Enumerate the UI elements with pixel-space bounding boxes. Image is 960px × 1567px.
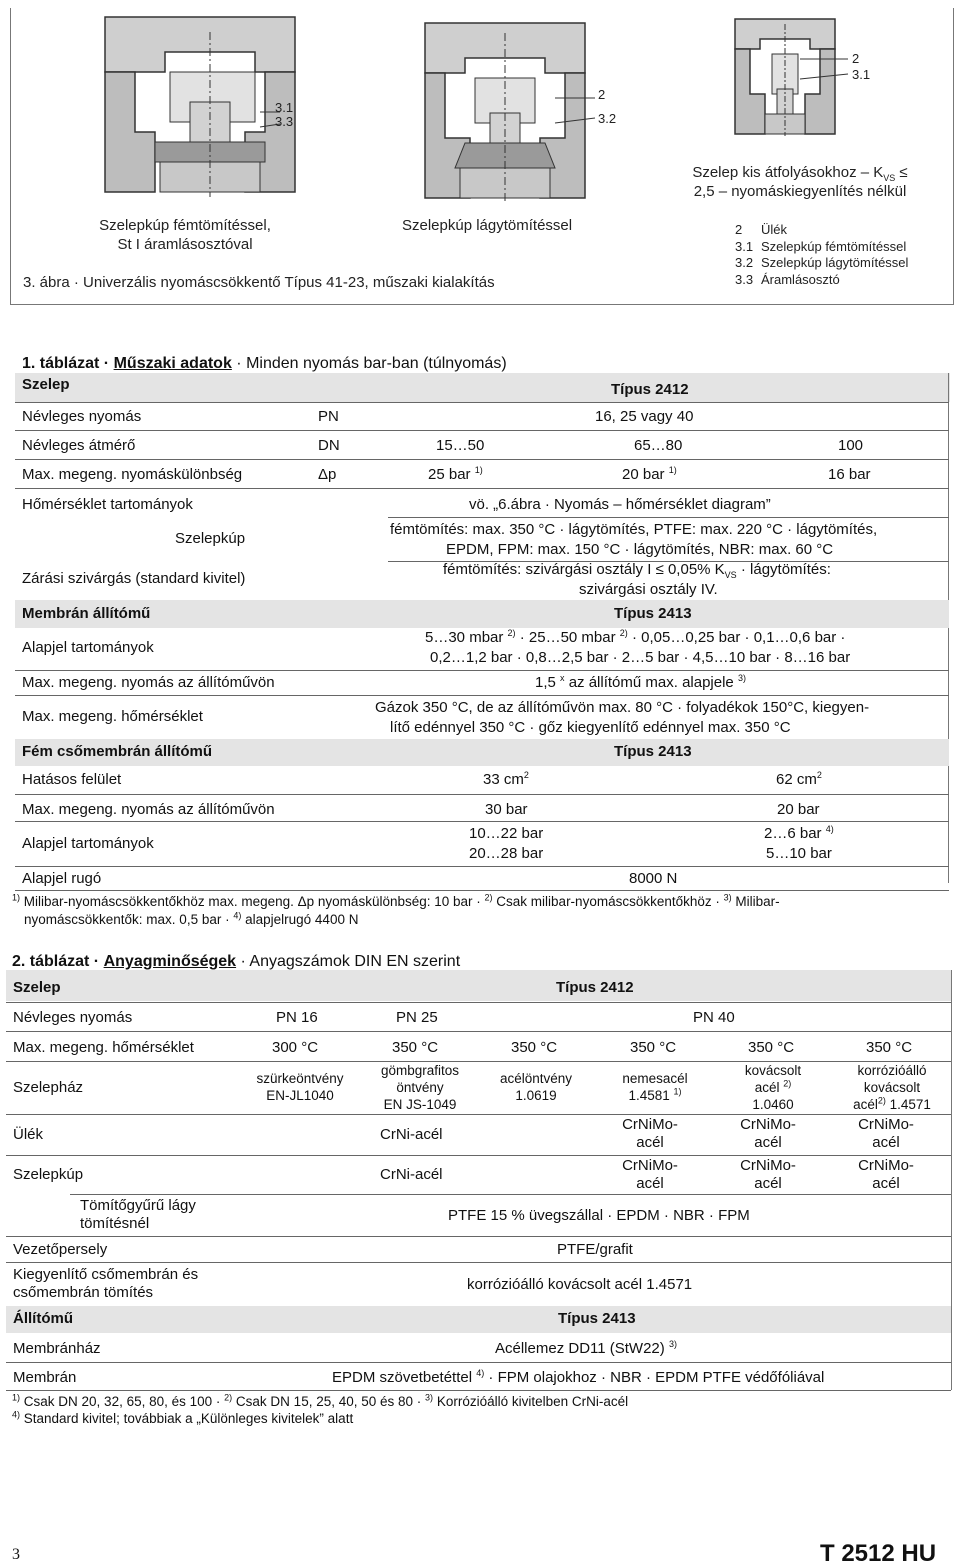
t2-szelep: Szelep [13, 979, 61, 996]
t2-label-nevleges: Névleges nyomás [13, 1009, 133, 1026]
rule [6, 1236, 951, 1237]
t2-vezeto-val: PTFE/grafit [557, 1241, 633, 1258]
t1-right-border [948, 373, 949, 883]
t2-haz-3: acélöntvény 1.0619 [499, 1071, 573, 1103]
t2-label-ulek: Ülék [13, 1126, 44, 1143]
t1-max-ny-val: 1,5 $^x$ az állítómű max. alapjele $^{3)}$ [535, 673, 746, 691]
t2-tipus2412: Típus 2412 [556, 979, 634, 996]
t2-label-membranhaz: Membránház [13, 1340, 101, 1357]
t1-label-alapjel2: Alapjel tartományok [22, 835, 154, 852]
t1-al2-1b: 20…28 bar [469, 845, 544, 862]
t2-ulek-crnimo-3: CrNiMo- acél [858, 1116, 914, 1151]
t1-mn2-1: 30 bar [485, 801, 528, 818]
t1-al2-2a: 2…6 bar $^{4)}$ [764, 824, 834, 842]
callout-3-1b: 3.1 [852, 67, 871, 82]
caption-small-flow: Szelep kis átfolyásokhoz – $K_{VS}$ ≤ 2,5 – nyomáskiegyenlítés nélkül [692, 164, 908, 200]
t2-footnote-1: $^{1)}$ Csak DN 20, 32, 65, 80, és 100 · $^{2)}$ Csak DN 15, 25, 40, 50 és 80 · $^{3)}$ Korrózióálló kivitelben CrNi-acél [12, 1392, 629, 1409]
t1-rugo-val: 8000 N [629, 870, 678, 887]
t2-kup-crnimo-2: CrNiMo- acél [740, 1157, 796, 1192]
t1-dn-1: 15…50 [436, 437, 485, 454]
t2-temp-3: 350 °C [511, 1039, 558, 1056]
t1-alap-val2: 0,2…1,2 bar · 0,8…2,5 bar · 2…5 bar · 4,5…10 bar · 8…16 bar [430, 649, 851, 666]
t2-pn25: PN 25 [396, 1009, 438, 1026]
t2-allito: Állítómű [13, 1310, 73, 1327]
t1-label-atmero: Névleges átmérő [22, 437, 136, 454]
t1-label-alapjel: Alapjel tartományok [22, 639, 154, 656]
rule [15, 866, 949, 867]
t1-max-hom-val1: Gázok 350 °C, de az állítóművön max. 80 °C · folyadékok 150°C, kiegyen- [375, 699, 870, 716]
t2-pn40: PN 40 [693, 1009, 735, 1026]
t1-al2-1a: 10…22 bar [469, 825, 544, 842]
t1-fem: Fém csőmembrán állítómű [22, 743, 213, 760]
t1-alap-val1: 5…30 mbar $^{2)}$ · 25…50 mbar $^{2)}$ · 0,05…0,25 bar · 0,1…0,6 bar · [425, 628, 846, 646]
t2-membranhaz-val: Acéllemez DD11 (StW22) $^{3)}$ [495, 1339, 677, 1357]
t1-label-hatasos: Hatásos felület [22, 771, 122, 788]
t1-label-max-nyomas: Max. megeng. nyomás az állítóművön [22, 674, 275, 691]
t2-ptfe: PTFE 15 % üvegszállal · EPDM · NBR · FPM [448, 1207, 750, 1224]
t1-mn2-2: 20 bar [777, 801, 820, 818]
t2-temp-5: 350 °C [748, 1039, 795, 1056]
callout-2b: 2 [852, 51, 860, 66]
figure-legend [735, 222, 908, 288]
t1-dp-1: 25 bar $^{1)}$ [428, 465, 483, 483]
callout-3-3: 3.3 [275, 114, 294, 129]
rule [15, 670, 949, 671]
rule [6, 1114, 951, 1115]
t2-label-kiegy: Kiegyenlítő csőmembrán és csőmembrán tömítés [13, 1266, 199, 1301]
t2-tipus2413: Típus 2413 [558, 1310, 636, 1327]
t1-tipus2412: Típus 2412 [611, 381, 689, 398]
legend-item: 2 Ülék [735, 222, 788, 237]
t1-dp-2: 20 bar $^{1)}$ [622, 465, 677, 483]
rule [6, 1155, 951, 1156]
t1-hat-1: 33 $cm^2$ [483, 770, 529, 788]
legend-item: 3.1 Szelepkúp fémtömítéssel [735, 238, 907, 254]
t1-label-rugo: Alapjel rugó [22, 870, 102, 887]
t2-haz-6: korrózióálló kovácsolt acél$^{2)}$ 1.4571 [853, 1063, 931, 1112]
rule [388, 517, 949, 518]
t2-footnote-2: $^{4)}$ Standard kivitel; továbbiak a „Különleges kivitelek” alatt [12, 1409, 354, 1426]
rule [15, 488, 949, 489]
t1-tipus2413: Típus 2413 [614, 605, 692, 622]
t1-dn: DN [318, 437, 340, 454]
caption-metal-seat: Szelepkúp fémtömítéssel, St I áramlásosztóval [99, 217, 271, 253]
caption-soft-seat: Szelepkúp lágytömítéssel [402, 217, 573, 234]
t2-label-szelephaz: Szelepház [13, 1079, 84, 1096]
callout-2: 2 [598, 87, 606, 102]
t1-kup-val2: EPDM, FPM: max. 150 °C · lágytömítés, NBR: max. 60 °C [446, 541, 834, 558]
t2-header-allito [6, 1306, 951, 1333]
rule [6, 1002, 951, 1003]
t1-zar-val1: fémtömítés: szivárgási osztály I ≤ 0,05% $K_{VS}$ · lágytömítés: [443, 561, 831, 580]
t2-ulek-crni: CrNi-acél [380, 1126, 443, 1143]
t1-hat-2: 62 $cm^2$ [776, 770, 822, 788]
rule [6, 1031, 951, 1032]
t2-label-membran: Membrán [13, 1369, 77, 1386]
t2-kup-crnimo-1: CrNiMo- acél [622, 1157, 678, 1192]
t2-haz-2: gömbgrafitos öntvény EN JS-1049 [380, 1063, 460, 1112]
t1-dn-3: 100 [838, 437, 864, 454]
t1-kup-val1: fémtömítés: max. 350 °C · lágytömítés, PTFE: max. 220 °C · lágytömítés, [390, 521, 878, 538]
t2-haz-5: kovácsolt acél $^{2)}$ 1.0460 [744, 1063, 802, 1112]
document-code: T 2512 HU [820, 1540, 937, 1567]
t2-temp-1: 300 °C [272, 1039, 319, 1056]
t2-haz-4: nemesacél 1.4581 $^{1)}$ [622, 1071, 688, 1103]
t2-label-vezeto: Vezetőpersely [13, 1241, 108, 1258]
t1-max-hom-val2: lítő edénnyel 350 °C · gőz kiegyenlítő edénnyel max. 350 °C [390, 719, 791, 736]
rule [15, 794, 949, 795]
rule [15, 430, 949, 431]
t2-haz-1: szürkeöntvény EN-JL1040 [256, 1071, 344, 1103]
rule [15, 890, 949, 891]
t2-temp-6: 350 °C [866, 1039, 913, 1056]
page-number: 3 [12, 1546, 20, 1563]
t1-zar-val2: szivárgási osztály IV. [579, 581, 718, 598]
t2-label-szelepkup: Szelepkúp [13, 1166, 84, 1183]
rule [6, 1262, 951, 1263]
valve-drawing-small-flow [730, 14, 850, 139]
rule [70, 1194, 951, 1195]
t1-label-nevleges-nyomas: Névleges nyomás [22, 408, 142, 425]
t1-label-zarasi: Zárási szivárgás (standard kivitel) [22, 570, 246, 587]
t2-kup-crnimo-3: CrNiMo- acél [858, 1157, 914, 1192]
rule [6, 1362, 951, 1363]
t1-label-homerseklet: Hőmérséklet tartományok [22, 496, 193, 513]
rule [15, 402, 949, 403]
t1-dn-2: 65…80 [634, 437, 683, 454]
t1-pn-val: 16, 25 vagy 40 [595, 408, 694, 425]
t1-label-max-nyomas2: Max. megeng. nyomás az állítóművön [22, 801, 275, 818]
rule [15, 821, 949, 822]
t1-dp-3: 16 bar [828, 466, 871, 483]
t1-pn: PN [318, 408, 339, 425]
t2-kup-crni: CrNi-acél [380, 1166, 443, 1183]
t2-ulek-crnimo-1: CrNiMo- acél [622, 1116, 678, 1151]
t2-header-szelep [6, 970, 951, 1001]
t2-temp-2: 350 °C [392, 1039, 439, 1056]
t1-footnote-1: $^{1)}$ Milibar-nyomáscsökkentőkhöz max. megeng. Δp nyomáskülönbség: 10 bar · $^{2)}$ Csak milibar-nyomáscsökkentőkhöz · $^{3)}$ Milibar- [12, 892, 780, 909]
t2-membran-val: EPDM szövetbetéttel $^{4)}$ · FPM olajokhoz · NBR · EPDM PTFE védőfóliával [332, 1368, 825, 1386]
rule [15, 459, 949, 460]
t1-szelep: Szelep [22, 376, 70, 393]
t1-dp: Δp [318, 466, 337, 483]
t2-kiegy-val: korrózióálló kovácsolt acél 1.4571 [467, 1276, 693, 1293]
t2-ulek-crnimo-2: CrNiMo- acél [740, 1116, 796, 1151]
t1-tipus2413b: Típus 2413 [614, 743, 692, 760]
t2-label-maxhom: Max. megeng. hőmérséklet [13, 1039, 194, 1056]
table1-header-szelep [15, 373, 950, 402]
t1-al2-2b: 5…10 bar [766, 845, 832, 862]
t2-right-border [951, 970, 952, 1390]
callout-3-1: 3.1 [275, 100, 294, 115]
t1-membran: Membrán állítómű [22, 605, 151, 622]
valve-drawing-soft-seat [405, 18, 615, 208]
table2-title: 2. táblázat · Anyagminőségek · Anyagszámok DIN EN szerint [12, 953, 461, 970]
t1-hom-val: vö. „6.ábra · Nyomás – hőmérséklet diagram” [469, 496, 771, 513]
t1-header-membran [15, 600, 949, 628]
rule [15, 695, 949, 696]
t2-pn16: PN 16 [276, 1009, 318, 1026]
figure-title: 3. ábra · Univerzális nyomáscsökkentő Típus 41-23, műszaki kialakítás [23, 274, 495, 291]
t1-label-szelepkup: Szelepkúp [175, 530, 246, 547]
t1-label-max-hom: Max. megeng. hőmérséklet [22, 708, 203, 725]
callout-3-2: 3.2 [598, 111, 617, 126]
legend-item: 3.2 Szelepkúp lágytömítéssel [735, 255, 909, 270]
t2-temp-4: 350 °C [630, 1039, 677, 1056]
rule [6, 1390, 951, 1391]
t1-label-dp: Max. megeng. nyomáskülönbség [22, 466, 243, 483]
legend-item: 3.3 Áramlásosztó [735, 271, 840, 287]
t2-label-tomito: Tömítőgyűrű lágy tömítésnél [80, 1197, 196, 1232]
t1-footnote-2: nyomáscsökkentők: max. 0,5 bar · $^{4)}$ alapjelrugó 4400 N [24, 910, 359, 927]
table1-title: 1. táblázat · Műszaki adatok · Minden nyomás bar-ban (túlnyomás) [22, 355, 507, 372]
